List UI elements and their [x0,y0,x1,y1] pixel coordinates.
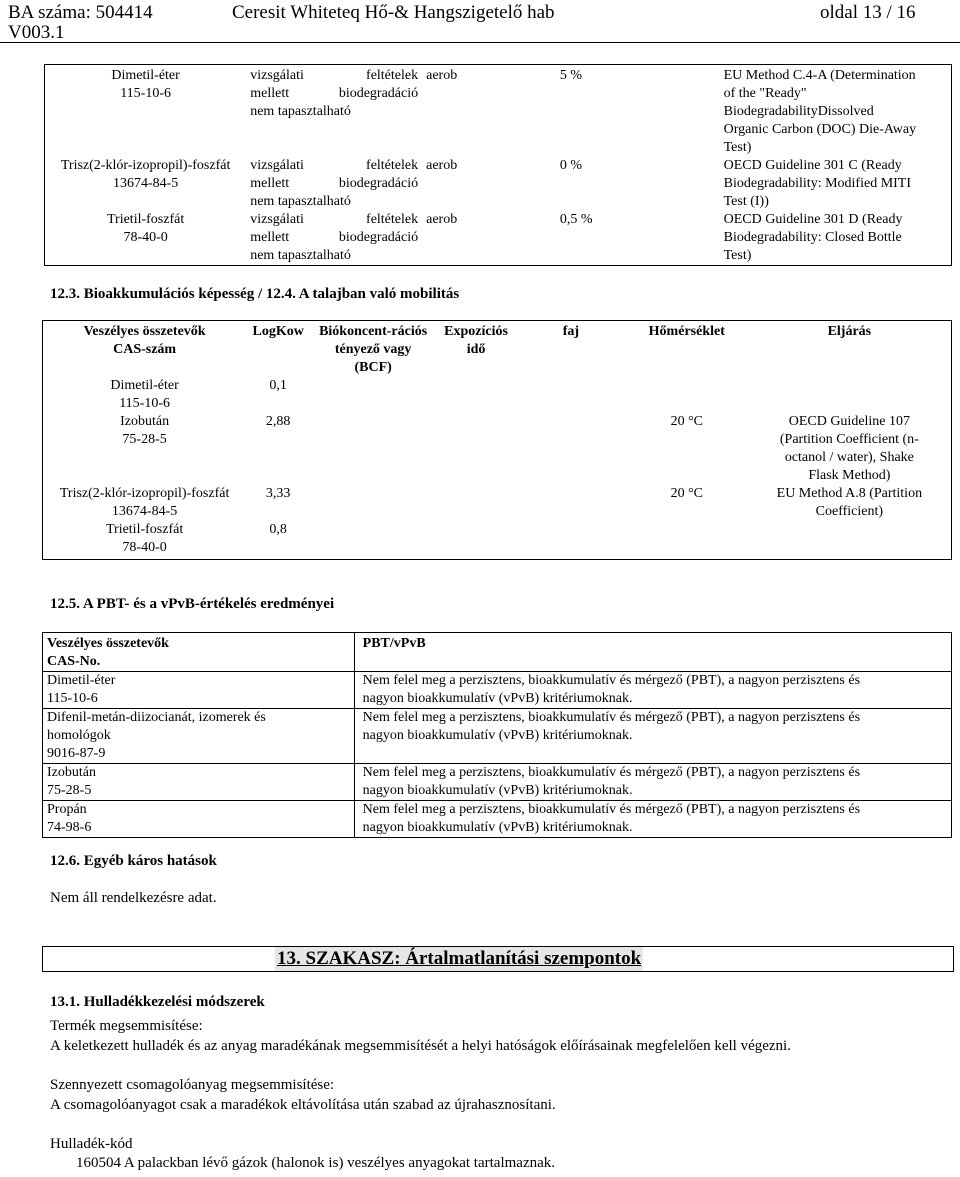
header-exposure [436,321,516,378]
logkow-value: 2,88 [265,414,291,429]
table-row [43,801,952,838]
product-name: Ceresit Whiteteq Hő-& Hangszigetelő hab [232,2,555,23]
method-line: Coefficient) [815,504,884,519]
component-cell [43,672,355,709]
degradability-table [44,64,952,266]
table-row [43,413,952,485]
method-line: Test) [723,140,752,155]
condition-text: biodegradáció [338,86,419,101]
condition-text: biodegradáció [338,176,419,191]
condition-text: biodegradáció [338,230,419,245]
method-cell [748,377,952,413]
logkow-value: 0,8 [269,522,287,537]
waste-code-text: 160504 A palackban lévő gázok (halonok is) veszélyes anyagokat tartalmaznak. [76,1155,556,1171]
method-line: (Partition Coefficient (n- [779,432,919,447]
invoice-number: BA száma: 504414 [8,2,153,23]
table-row [43,709,952,764]
table-row [45,65,952,158]
cas-number: 75-28-5 [47,783,92,798]
component-cell [45,157,247,211]
method-line: BiodegradabilityDissolved [723,104,874,119]
pbt-text: Nem felel meg a perzisztens, bioakkumulatív és mérgező (PBT), a nagyon perzisztens és [362,710,861,725]
bioaccumulation-table [42,320,952,560]
pbt-text: Nem felel meg a perzisztens, bioakkumulatív és mérgező (PBT), a nagyon perzisztens és [362,802,861,817]
pbt-cell [354,672,951,709]
pbt-cell [354,709,951,764]
cas-number: 115-10-6 [47,691,98,706]
pbt-text: nagyon bioakkumulatív (vPvB) kritériumoknak. [362,728,633,743]
method-cell [720,65,952,158]
section-12-3-heading: 12.3. Bioakkumulációs képesség / 12.4. A talajban való mobilitás [50,286,460,302]
component-cell [43,801,355,838]
header-label: Veszélyes összetevők [83,324,206,339]
pbt-text: nagyon bioakkumulatív (vPvB) kritériumoknak. [362,820,633,835]
component-cell [45,211,247,266]
component-name: Propán [47,802,87,817]
condition-cell [246,65,422,158]
cas-number: 9016-87-9 [47,746,106,761]
pbt-cell [354,764,951,801]
table-row [43,485,952,521]
header-label: Expozíciós [444,324,508,339]
test-type: aerob [426,68,458,83]
method-line: OECD Guideline 107 [788,414,911,429]
component-name: Dimetil-éter [110,378,179,393]
component-name: Difenil-metán-diizocianát, izomerek és [47,710,266,725]
component-cell [43,709,355,764]
product-disposal-text: A keletkezett hulladék és az anyag maradékának megsemmisítését a helyi hatóságok előírásainak megfelelően kell végezni. [50,1038,791,1054]
header-label: Veszélyes összetevők [47,636,169,651]
waste-code-label: Hulladék-kód [50,1136,133,1152]
pbt-text: nagyon bioakkumulatív (vPvB) kritériumoknak. [362,783,633,798]
header-label: tényező vagy [334,342,412,357]
component-name: Dimetil-éter [111,68,180,83]
cas-number: 78-40-0 [122,540,167,555]
cas-number: 78-40-0 [123,230,168,245]
temperature-value: 20 °C [670,486,703,501]
component-name: Izobután [47,765,96,780]
header-row [43,633,952,672]
pbt-cell [354,801,951,838]
page-header [0,0,960,44]
header-component [43,321,247,378]
logkow-value: 3,33 [265,486,291,501]
method-line: Biodegradability: Closed Bottle [723,230,902,245]
pbt-text: nagyon bioakkumulatív (vPvB) kritériumoknak. [362,691,633,706]
section-13-1-heading: 13.1. Hulladékkezelési módszerek [50,994,265,1010]
condition-text: feltételek [366,212,419,227]
pbt-text: Nem felel meg a perzisztens, bioakkumulatív és mérgező (PBT), a nagyon perzisztens és [362,673,861,688]
condition-text: vizsgálati [250,212,304,227]
table-row [43,521,952,560]
component-name: Trisz(2-klór-izopropil)-foszfát [59,486,230,501]
pbt-text: Nem felel meg a perzisztens, bioakkumulatív és mérgező (PBT), a nagyon perzisztens és [362,765,861,780]
packaging-disposal-label: Szennyezett csomagolóanyag megsemmisítése: [50,1077,335,1093]
condition-cell [246,211,422,266]
component-name: Trisz(2-klór-izopropil)-foszfát [60,158,231,173]
method-line: Flask Method) [808,468,891,483]
method-line: OECD Guideline 301 D (Ready [723,212,903,227]
section-13-title: 13. SZAKASZ: Ártalmatlanítási szempontok [277,948,642,969]
component-cell [45,65,247,158]
component-cell [43,413,247,485]
header-label: Biókoncent-rációs [319,324,428,339]
method-line: EU Method A.8 (Partition [776,486,923,501]
component-cell [43,521,247,560]
header-temperature: Hőmérséklet [648,324,725,339]
condition-cell [246,157,422,211]
header-pbt: PBT/vPvB [354,633,951,672]
logkow-value: 0,1 [269,378,287,393]
temperature-value: 20 °C [670,414,703,429]
method-cell [720,211,952,266]
temperature-value [626,377,748,413]
component-name: Dimetil-éter [47,673,116,688]
header-logkow: LogKow [252,324,304,339]
test-type: aerob [426,212,458,227]
method-line: of the "Ready" [723,86,807,101]
degradation-value: 5 % [559,68,583,83]
component-name: homológok [47,728,111,743]
method-cell [720,157,952,211]
method-line: OECD Guideline 301 C (Ready [723,158,902,173]
table-row [43,377,952,413]
component-cell [43,377,247,413]
header-label: CAS-szám [113,342,177,357]
degradation-value: 0,5 % [559,212,593,227]
cas-number: 115-10-6 [119,396,170,411]
degradation-value: 0 % [559,158,583,173]
product-disposal-label: Termék megsemmisítése: [50,1018,203,1034]
condition-text: feltételek [366,68,419,83]
component-name: Trietil-foszfát [106,212,185,227]
condition-text: nem tapasztalható [250,194,351,209]
component-cell [43,485,247,521]
method-cell [748,413,952,485]
method-line: octanol / water), Shake [784,450,914,465]
method-cell [748,521,952,560]
cas-number: 74-98-6 [47,820,92,835]
method-line: Test (I)) [723,194,769,209]
header-method: Eljárás [827,324,872,339]
section-12-6-text: Nem áll rendelkezésre adat. [50,890,217,906]
pbt-table [42,632,952,838]
condition-text: vizsgálati [250,158,304,173]
table-row [43,672,952,709]
condition-text: mellett [250,86,290,101]
method-line: EU Method C.4-A (Determination [723,68,916,83]
condition-text: feltételek [366,158,419,173]
method-cell [748,485,952,521]
method-line: Biodegradability: Modified MITI [723,176,912,191]
header-label: idő [466,342,486,357]
condition-text: vizsgálati [250,68,304,83]
header-species: faj [562,324,580,339]
component-name: Trietil-foszfát [105,522,184,537]
header-row [43,321,952,378]
table-row [45,211,952,266]
document-version: V003.1 [8,22,65,43]
packaging-disposal-text: A csomagolóanyagot csak a maradékok eltávolítása után szabad az újrahasznosítani. [50,1097,556,1113]
cas-number: 13674-84-5 [112,176,179,191]
condition-text: mellett [250,230,290,245]
header-label: (BCF) [354,360,392,375]
page-number: oldal 13 / 16 [820,2,916,23]
condition-text: mellett [250,176,290,191]
condition-text: nem tapasztalható [250,104,351,119]
temperature-value [626,521,748,560]
section-12-5-heading: 12.5. A PBT- és a vPvB-értékelés eredményei [50,596,335,612]
method-line: Test) [723,248,752,263]
section-13-banner [42,946,954,972]
condition-text: nem tapasztalható [250,248,351,263]
method-line: Organic Carbon (DOC) Die-Away [723,122,917,137]
component-name: Izobután [120,414,170,429]
header-bcf [310,321,436,378]
table-row [43,764,952,801]
cas-number: 13674-84-5 [111,504,178,519]
cas-number: 115-10-6 [120,86,172,101]
table-row [45,157,952,211]
cas-number: 75-28-5 [122,432,167,447]
section-12-6-heading: 12.6. Egyéb káros hatások [50,853,217,869]
header-label: CAS-No. [47,654,101,669]
header-component [43,633,355,672]
header-rule [0,42,960,43]
component-cell [43,764,355,801]
test-type: aerob [426,158,458,173]
